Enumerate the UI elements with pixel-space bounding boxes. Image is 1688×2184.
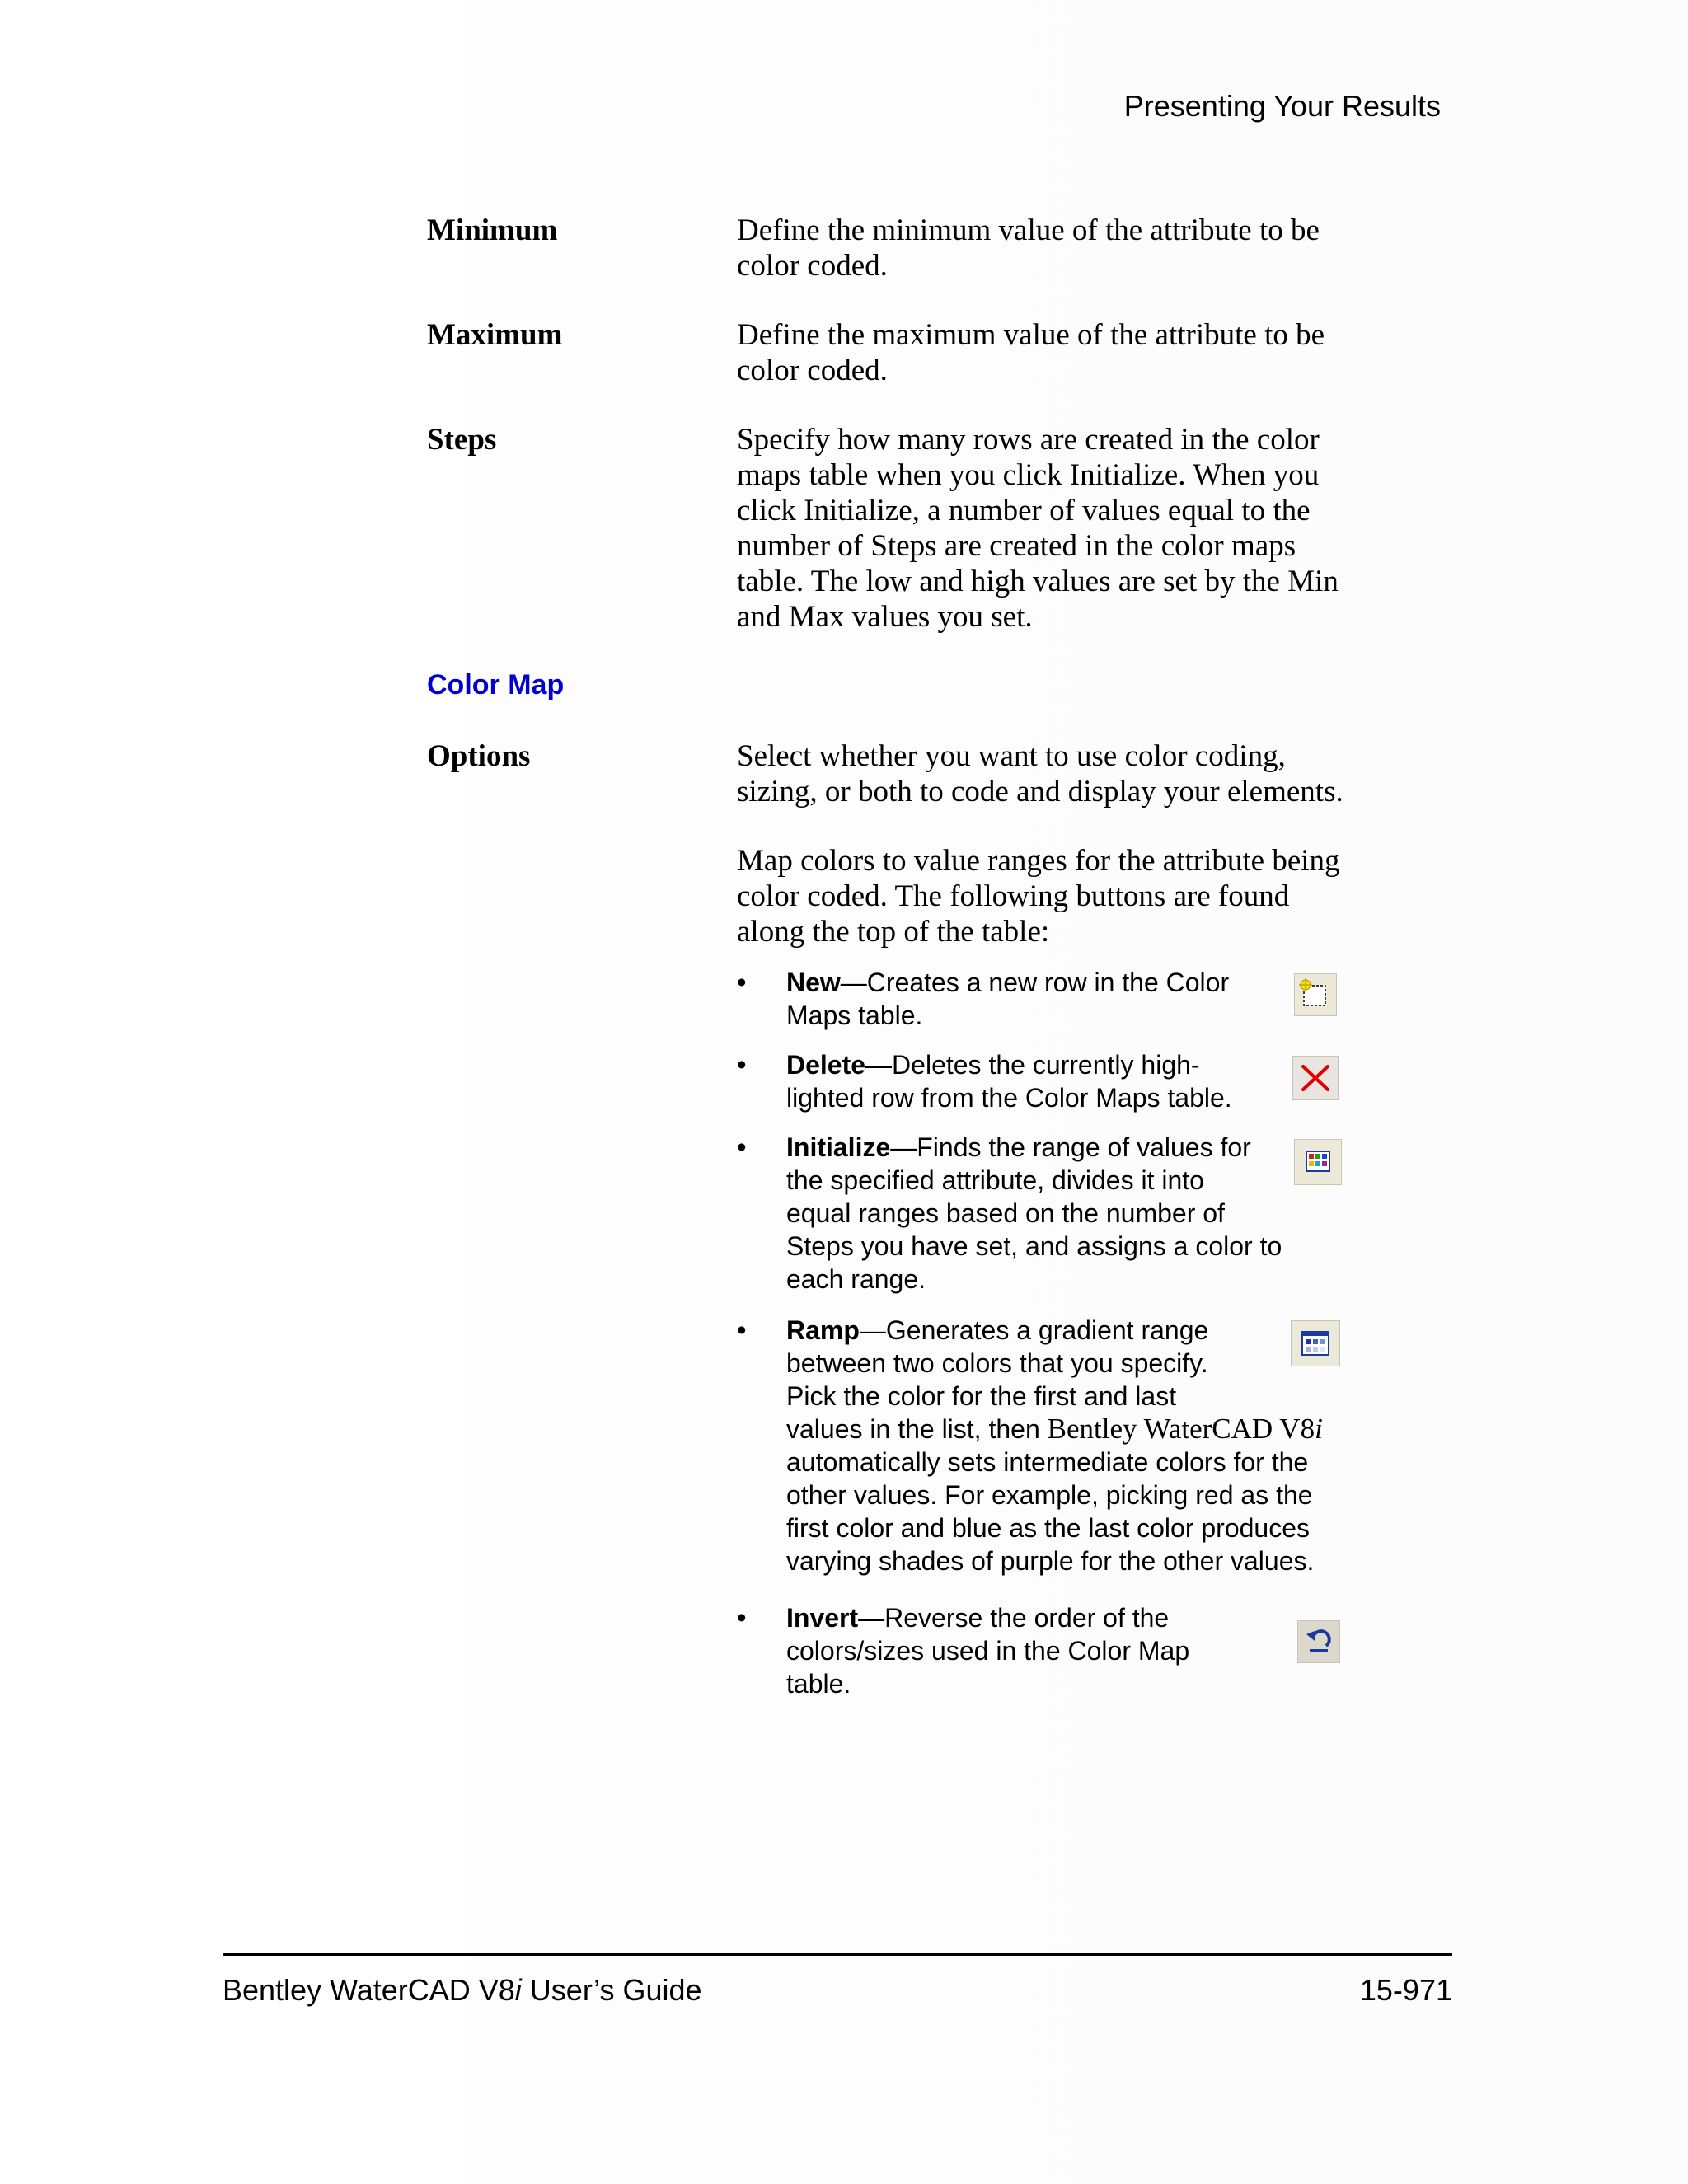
- term-options: Options: [427, 739, 531, 773]
- term-minimum: Minimum: [427, 213, 558, 247]
- footer-guide-title: [223, 1973, 702, 2008]
- bullet-line: Maps table.: [786, 1001, 923, 1030]
- bullet-text: [786, 1048, 1347, 1114]
- desc-line: Specify how many rows are created in the color: [737, 423, 1320, 457]
- button-name-invert: Invert: [786, 1603, 859, 1633]
- bullet-line: between two colors that you specify.: [786, 1348, 1208, 1378]
- desc-maximum: [737, 317, 1347, 388]
- bullet-line: lighted row from the Color Maps table.: [786, 1083, 1232, 1113]
- running-header: Presenting Your Results: [1123, 89, 1441, 123]
- button-name-ramp: Ramp: [786, 1315, 860, 1345]
- bullet-dot: •: [737, 1602, 747, 1633]
- bullet-line: first color and blue as the last color produces: [786, 1513, 1310, 1543]
- desc-line: maps table when you click Initialize. When you: [737, 458, 1320, 492]
- desc-line: color coded.: [737, 354, 888, 387]
- bullet-dot: •: [737, 967, 747, 997]
- new-row-icon[interactable]: [1294, 973, 1337, 1016]
- bullet-text: [786, 1131, 1347, 1296]
- footer-guide-prefix: Bentley WaterCAD V8: [223, 1973, 515, 2007]
- footer-page-number: 15-971: [1359, 1973, 1452, 2007]
- map-intro-paragraph: [737, 843, 1347, 949]
- bullet-line: table.: [786, 1669, 851, 1699]
- section-heading-color-map: Color Map: [427, 669, 565, 701]
- bullet-line: Pick the color for the first and last: [786, 1381, 1177, 1411]
- bullet-line-rest: —Finds the range of values for: [890, 1132, 1251, 1162]
- term-steps: Steps: [427, 423, 497, 457]
- bullet-line: equal ranges based on the number of: [786, 1198, 1225, 1228]
- desc-line: color coded.: [737, 249, 888, 283]
- bullet-line: [786, 1314, 1347, 1347]
- bullet-line: [786, 1413, 1347, 1446]
- bullet-line: automatically sets intermediate colors for the: [786, 1447, 1309, 1477]
- desc-line: Select whether you want to use color coding,: [737, 739, 1286, 773]
- product-version-suffix: i: [1315, 1413, 1323, 1445]
- bullet-line: [786, 1601, 1347, 1634]
- button-name-delete: Delete: [786, 1050, 866, 1080]
- desc-line: along the top of the table:: [737, 915, 1050, 949]
- bullet-line-rest: —Generates a gradient range: [859, 1315, 1209, 1345]
- ramp-icon[interactable]: [1291, 1320, 1340, 1366]
- bullet-line-rest: —Creates a new row in the Color: [840, 968, 1230, 997]
- desc-line: click Initialize, a number of values equal to the: [737, 494, 1311, 527]
- bullet-line: [786, 966, 1347, 999]
- product-name: Bentley WaterCAD V8: [1047, 1413, 1315, 1445]
- desc-line: Define the minimum value of the attribute to be: [737, 213, 1320, 247]
- footer-guide-suffix: User’s Guide: [521, 1973, 702, 2007]
- desc-line: sizing, or both to code and display your elements.: [737, 775, 1343, 808]
- button-name-initialize: Initialize: [786, 1132, 891, 1162]
- bullet-line-prefix: values in the list, then: [786, 1414, 1048, 1444]
- bullet-line: other values. For example, picking red as the: [786, 1480, 1313, 1510]
- desc-line: color coded. The following buttons are found: [737, 879, 1290, 913]
- footer-guide-italic: i: [514, 1973, 522, 2007]
- desc-options: [737, 738, 1347, 809]
- bullet-line-rest: —Deletes the currently high-: [865, 1050, 1200, 1080]
- desc-line: table. The low and high values are set by the Min: [737, 565, 1339, 598]
- bullet-text: [786, 1314, 1347, 1577]
- invert-icon[interactable]: [1297, 1620, 1340, 1663]
- bullet-line: each range.: [786, 1264, 926, 1294]
- bullet-dot: •: [737, 1132, 747, 1162]
- desc-line: Define the maximum value of the attribute to be: [737, 318, 1325, 352]
- bullet-line: colors/sizes used in the Color Map: [786, 1636, 1190, 1666]
- bullet-dot: •: [737, 1049, 747, 1080]
- desc-line: Map colors to value ranges for the attribute being: [737, 844, 1340, 878]
- bullet-text: [786, 1601, 1347, 1700]
- delete-icon[interactable]: [1292, 1056, 1339, 1100]
- desc-steps: [737, 422, 1347, 635]
- button-name-new: New: [786, 968, 841, 997]
- bullet-text: [786, 966, 1347, 1032]
- desc-line: number of Steps are created in the color maps: [737, 529, 1296, 563]
- desc-line: and Max values you set.: [737, 600, 1033, 634]
- bullet-line-rest: —Reverse the order of the: [858, 1603, 1170, 1633]
- bullet-line: the specified attribute, divides it into: [786, 1165, 1204, 1195]
- bullet-line: Steps you have set, and assigns a color to: [786, 1231, 1282, 1261]
- term-maximum: Maximum: [427, 318, 563, 352]
- desc-minimum: [737, 213, 1347, 284]
- initialize-icon[interactable]: [1294, 1139, 1342, 1185]
- bullet-line: [786, 1131, 1347, 1164]
- bullet-line: varying shades of purple for the other values.: [786, 1546, 1315, 1576]
- bullet-line: [786, 1048, 1347, 1081]
- footer-rule: [223, 1953, 1452, 1956]
- bullet-dot: •: [737, 1315, 747, 1345]
